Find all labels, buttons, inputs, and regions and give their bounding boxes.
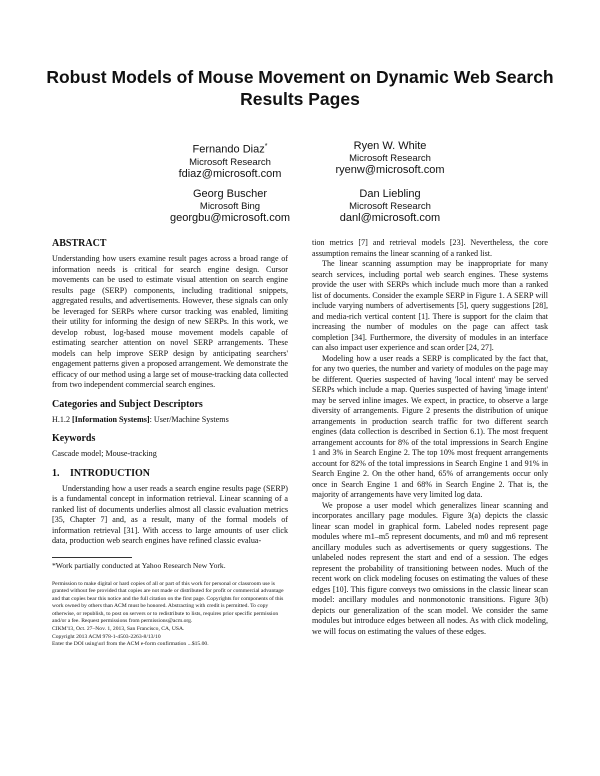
section-title: INTRODUCTION [70, 467, 151, 479]
permission-block [52, 581, 288, 649]
paper-title: Robust Models of Mouse Movement on Dynamic Web Search Results Pages [46, 67, 554, 109]
author-block [300, 188, 480, 225]
author-name: Fernando Diaz [192, 143, 265, 156]
author-affiliation: Microsoft Research [349, 201, 431, 212]
abstract-heading: ABSTRACT [52, 238, 107, 249]
abstract-text: Understanding how users examine result pages across a broad range of information needs is critical for search engine design. Cursor movements can be used to estimate visual attention on search engine results page (SERP) components, including traditional snippets, aggregated results, and advertisements. However, these signals can only be leveraged for SERPs where cursor tracking was enabled, limiting their utility for informing the design of new SERPs. In this work, we develop robust, log-based mouse movement models capable of estimating searcher attention on novel SERP arrangements. These models can help improve SERP design by anticipating searchers' engagement patterns given a proposed arrangement. We demonstrate the efficacy of our method using a large set of mouse-tracking data collected from two independent commercial search engines. [52, 254, 288, 389]
keywords-heading: Keywords [52, 433, 96, 444]
right-column [312, 238, 548, 637]
author-block [300, 140, 480, 177]
copyright-line: Copyright 2013 ACM 978-1-4503-2263-8/13/10 [52, 633, 161, 640]
paragraph: Modeling how a user reads a SERP is complicated by the fact that, for any two queries, the number and variety of modules on the page may be different. Queries suspected of having 'local intent' may be served SERPs which include a map. Queries suspected of having 'image intent' may be served inline images. We expect, in practice, to observe a large diversity of arrangements. Figure 2 presents the distribution of unique arrangements in production search traffic for two different search engines (data collection is described in Section 6.1). The most frequent arrangement accounts for 8% of the total impressions in Search Engine 1 and 3% in Search Engine 2. The top 10% most frequent arrangements account for 82% of the total impressions in Search Engine 1 and 91% in Search Engine 2. On the other hand, 65% of arrangements occur only once in Search Engine 1 and 68% in Search Engine 2. That is, the majority of arrangements have very limited log data. [312, 353, 548, 499]
author-email: ryenw@microsoft.com [335, 164, 445, 176]
introduction-text: Understanding how a user reads a search engine results page (SERP) is a fundamental concept in information retrieval. Linear scanning of a ranked list of documents underlies almost all classic evaluation metrics [35, Chapter 7] and, as a result, many of the formal models of information retrieval [31]. With access to large amounts of user click data, production web search engines have refined classic evalua- [52, 483, 288, 545]
section-number: 1. [52, 467, 60, 479]
paragraph: We propose a user model which generalizes linear scanning and incorporates ancillary page modules. Figure 3(a) depicts the classic linear scan model in graphical form. Labeled nodes represent page modules where m1–m5 represent documents, and m0 and m6 represent ancillary modules such as advertisements or query suggestions. The unlabeled nodes represent the start and end of a session. The edges represent the probability of transitioning between nodes. Much of the recent work on click modeling focuses on estimating the values of these edges [10]. This figure conveys two omissions in the classic linear scan model: ancillary modules and nonmonotonic transitions. Figure 3(b) depicts our generalization of the scan model. We consider the same modules but introduce edges between all nodes. As with click modeling, we will focus on estimating the values of these edges. [312, 500, 548, 636]
paragraph: tion metrics [7] and retrieval models [23]. Nevertheless, the core assumption remains the linear scanning of a ranked list. [312, 238, 548, 258]
author-email: georgbu@microsoft.com [170, 212, 290, 224]
category-bold: [Information Systems] [72, 414, 150, 424]
permission-text: Permission to make digital or hard copies of all or part of this work for personal or classroom use is granted without fee provided that copies are not made or distributed for profit or commercial advantage and that copies bear this notice and the full citation on the first page. Copyrights for components of this work owned by others than ACM must be honored. Abstracting with credit is permitted. To copy otherwise, or republish, to post on servers or to redistribute to lists, requires prior specific permission and/or a fee. Request permissions from permissions@acm.org. [52, 580, 284, 625]
author-block [140, 140, 320, 181]
categories-text [52, 415, 288, 426]
author-email: fdiaz@microsoft.com [178, 167, 282, 180]
author-name: Ryen W. White [353, 140, 427, 152]
author-block [140, 188, 320, 225]
author-affiliation: Microsoft Bing [199, 201, 261, 212]
introduction-heading [52, 468, 288, 480]
keywords-text: Cascade model; Mouse-tracking [52, 449, 157, 458]
footnote-rule [52, 557, 132, 558]
left-column [52, 238, 288, 649]
author-name: Dan Liebling [359, 188, 421, 200]
paragraph: The linear scanning assumption may be inappropriate for many search services, including portal web search engines. These systems provide the user with SERPs which include much more than a ranked list of documents. Consider the example SERP in Figure 1. A SERP will include varying numbers of advertisements [5], query suggestions [28], and media-rich vertical content [1]. There is support for the claim that increasing the number of modules on the page can affect task completion [34]. Furthermore, the diversity of modules in an interface can also impact user experience and scan order [24, 27]. [312, 259, 548, 352]
conference-line: CIKM'13, Oct. 27–Nov. 1, 2013, San Francisco, CA, USA. [52, 626, 185, 633]
author-affiliation: Microsoft Research [349, 153, 431, 164]
author-email: danl@microsoft.com [339, 212, 441, 224]
doi-line: Enter the DOI using\url from the ACM e-form confirmation ...$15.00. [52, 641, 209, 648]
footnote: *Work partially conducted at Yahoo Research New York. [52, 560, 226, 570]
category-rest: : User/Machine Systems [149, 414, 229, 424]
author-affiliation: Microsoft Research [189, 156, 271, 168]
categories-heading: Categories and Subject Descriptors [52, 398, 203, 410]
author-footnote-mark: * [264, 143, 268, 150]
author-name: Georg Buscher [193, 188, 267, 200]
category-code: H.1.2 [52, 414, 70, 424]
